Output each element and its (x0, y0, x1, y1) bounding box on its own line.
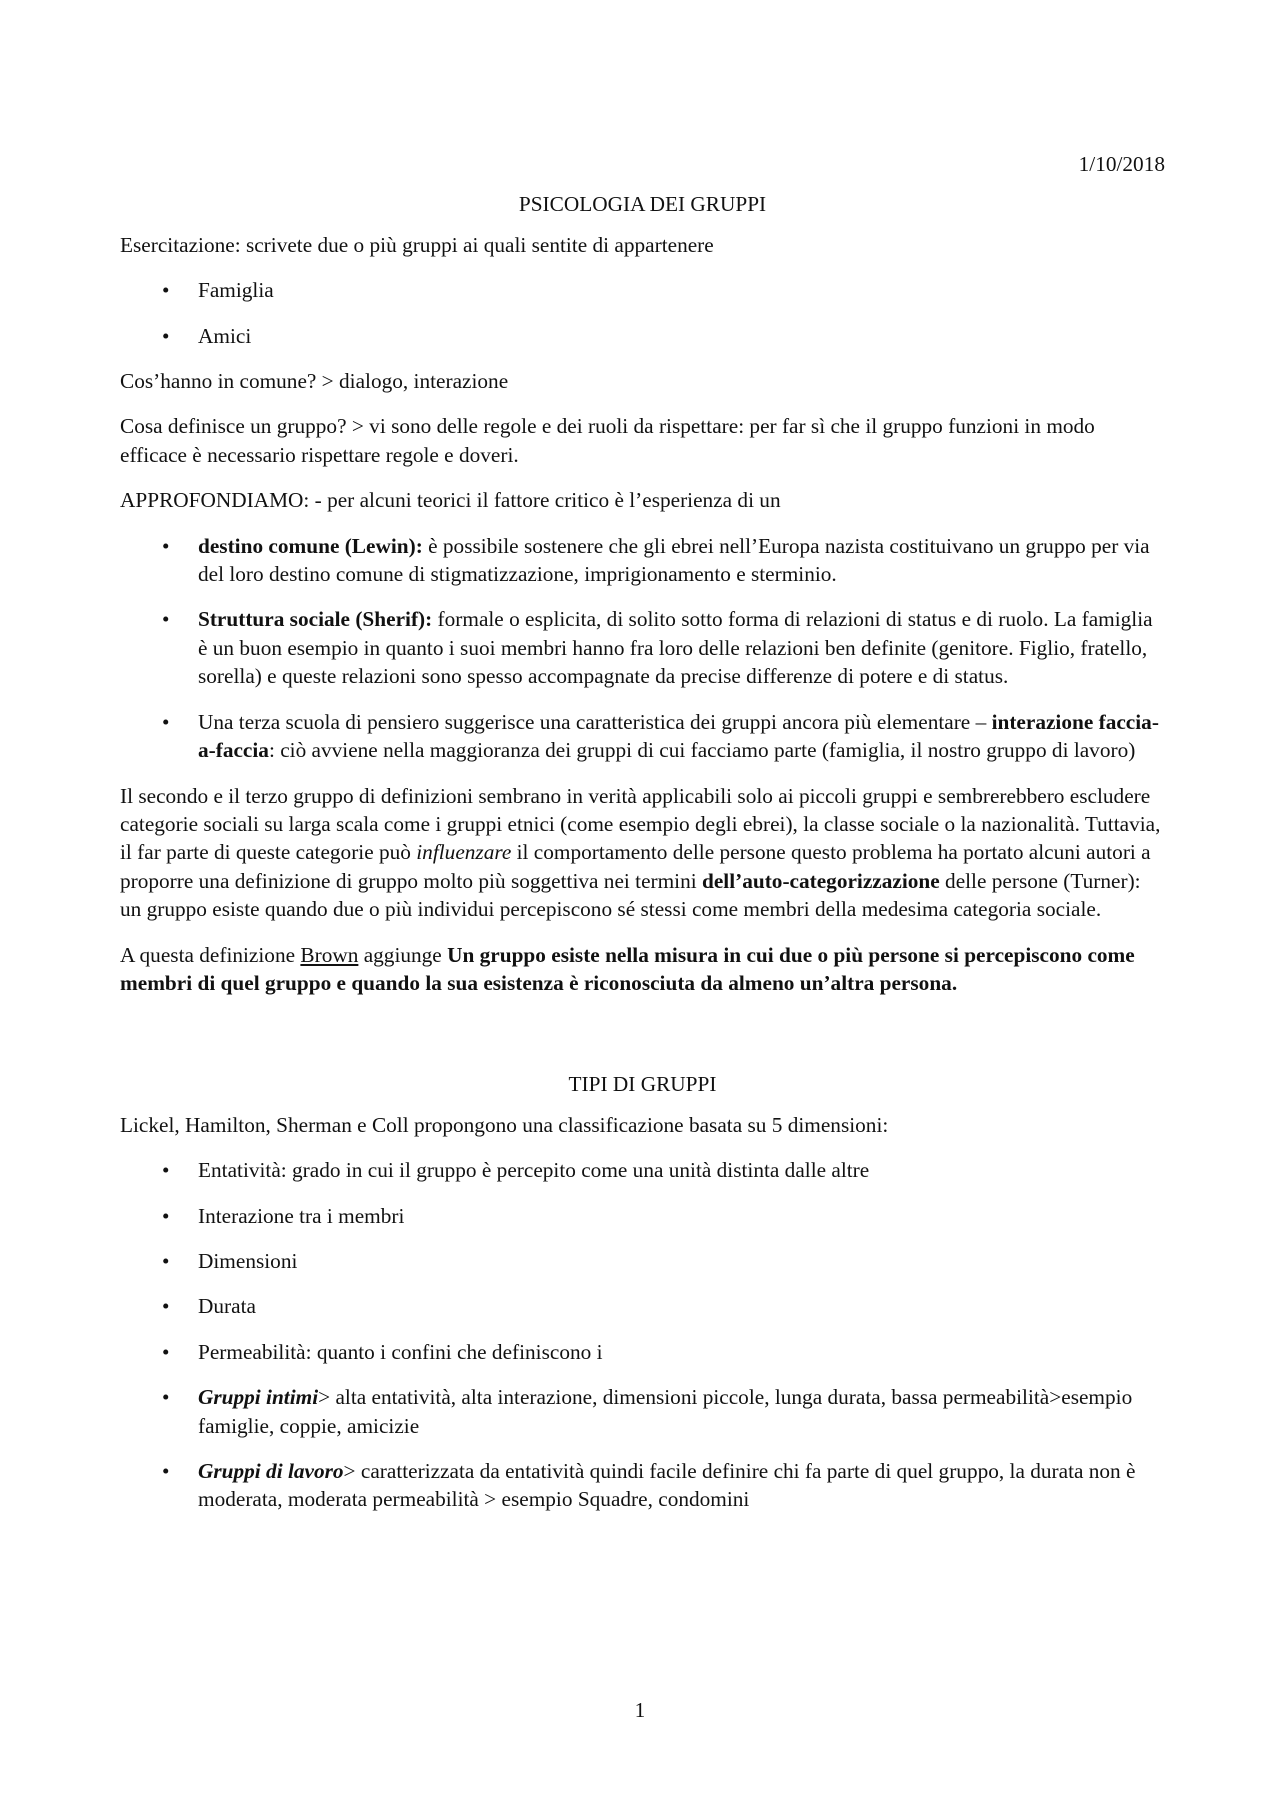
bullet-icon: • (162, 709, 170, 734)
exercise-text: Esercitazione: scrivete due o più gruppi ai quali sentite di appartenere (120, 232, 714, 257)
common-question: Cos’hanno in comune? > dialogo, interazione (120, 369, 509, 394)
document-title: PSICOLOGIA DEI GRUPPI (518, 192, 767, 217)
group-type-term: Gruppi di lavoro (198, 1459, 344, 1483)
bullet-icon: • (162, 1385, 170, 1410)
brown-definition-bold: Un gruppo esiste nella misura in cui due o più persone si percepiscono come membri di quel gruppo e quando la sua esistenza è riconosciuta da almeno un’altra persona. (120, 942, 1135, 995)
bullet-icon: • (162, 607, 170, 632)
group-type-item (120, 1383, 1165, 1440)
bullet-icon: • (162, 1248, 170, 1273)
theory-term: interazione faccia-a-faccia (198, 709, 1159, 763)
dimension-item: • Dimensioni (120, 1247, 1165, 1275)
page-number: 1 (634, 1698, 646, 1722)
emphasis-influenzare: influenzare (416, 840, 512, 865)
theory-text: formale o esplicita, di solito sotto forma di relazioni di status e di ruolo. La famiglia è un buon esempio in quanto i suoi membri hanno fra loro delle relazioni ben definite (genitore. Figlio, fratello, sorella) e queste relazioni sono spesso accompagnate da precise differenze di potere e di status. (198, 607, 1153, 689)
theory-item (120, 708, 1165, 765)
theory-term: Struttura sociale (Sherif): (198, 607, 433, 632)
group-type-text: > caratterizzata da entatività quindi facile definire chi fa parte di quel gruppo, la durata non è moderata, moderata permeabilità > esempio Squadre, condomini (198, 1459, 1136, 1512)
group-type-term: Gruppi intimi (198, 1385, 319, 1410)
author-brown: Brown (300, 942, 359, 967)
bullet-icon: • (162, 278, 170, 303)
theory-item (120, 532, 1165, 589)
document-date: 1/10/2018 (1078, 152, 1165, 176)
dimensions-list (120, 1156, 1165, 1514)
classification-intro: Lickel, Hamilton, Sherman e Coll propongono una classificazione basata su 5 dimensioni: (120, 1112, 889, 1137)
theory-text: : ciò avviene nella maggioranza dei gruppi di cui facciamo parte (famiglia, il nostro gruppo di lavoro) (268, 738, 1136, 763)
section-spacer (120, 1014, 1165, 1070)
emphasis-auto-categorizzazione: dell’auto-categorizzazione (701, 868, 940, 893)
bullet-icon: • (162, 323, 170, 348)
dimension-item: • Entatività: grado in cui il gruppo è percepito come una unità distinta dalle altre (120, 1156, 1165, 1184)
dimension-item: • Durata (120, 1292, 1165, 1320)
bullet-icon: • (162, 1339, 170, 1364)
bullet-icon: • (162, 533, 170, 558)
section-title: TIPI DI GRUPPI (568, 1072, 717, 1097)
bullet-icon: • (162, 1158, 170, 1183)
theory-item (120, 605, 1165, 690)
bullet-icon: • (162, 1203, 170, 1228)
bullet-icon: • (162, 1294, 170, 1319)
theory-text: è possibile sostenere che gli ebrei nell’Europa nazista costituivano un gruppo per via del loro destino comune di stigmatizzazione, imprigionamento e sterminio. (198, 533, 1150, 587)
dimension-item: • Permeabilità: quanto i confini che definiscono i (120, 1338, 1165, 1366)
definitions-paragraph: Il secondo e il terzo gruppo di definizioni sembrano in verità applicabili solo ai piccoli gruppi e sembrerebbero escludere categorie sociali su larga scala come i gruppi etnici (come esempio degli ebrei), la classe sociale o la nazionalità. Tuttavia, il far parte di queste categorie può influenzare il comportamento delle persone questo problema ha portato alcuni autori a proporre una definizione di gruppo molto più soggettiva nei termini dell’auto-categorizzazione delle persone (Turner): un gruppo esiste quando due o più individui percepiscono sé stessi come membri della medesima categoria sociale. (120, 783, 1161, 922)
theory-pre: Una terza scuola di pensiero suggerisce una caratteristica dei gruppi ancora più elementare – (198, 709, 992, 734)
list-item: • Amici (120, 322, 1165, 350)
list-item: • Famiglia (120, 276, 1165, 304)
definition-question: Cosa definisce un gruppo? > vi sono delle regole e dei ruoli da rispettare: per far sì che il gruppo funzioni in modo efficace è necessario rispettare regole e doveri. (120, 414, 1095, 467)
brown-definition: A questa definizione Brown aggiunge Un gruppo esiste nella misura in cui due o più persone si percepiscono come membri di quel gruppo e quando la sua esistenza è riconosciuta da almeno un’altra persona. (120, 942, 1135, 995)
theory-term: destino comune (Lewin): (198, 533, 423, 558)
examples-list (120, 276, 1165, 350)
dimension-item: • Interazione tra i membri (120, 1202, 1165, 1230)
deepen-intro: APPROFONDIAMO: - per alcuni teorici il fattore critico è l’esperienza di un (120, 488, 781, 513)
group-type-text: > alta entatività, alta interazione, dimensioni piccole, lunga durata, bassa permeabilità>esempio famiglie, coppie, amicizie (198, 1385, 1133, 1438)
document-body (120, 150, 1165, 1531)
theories-list (120, 532, 1165, 765)
bullet-icon: • (162, 1459, 170, 1483)
group-type-item (120, 1457, 1165, 1514)
